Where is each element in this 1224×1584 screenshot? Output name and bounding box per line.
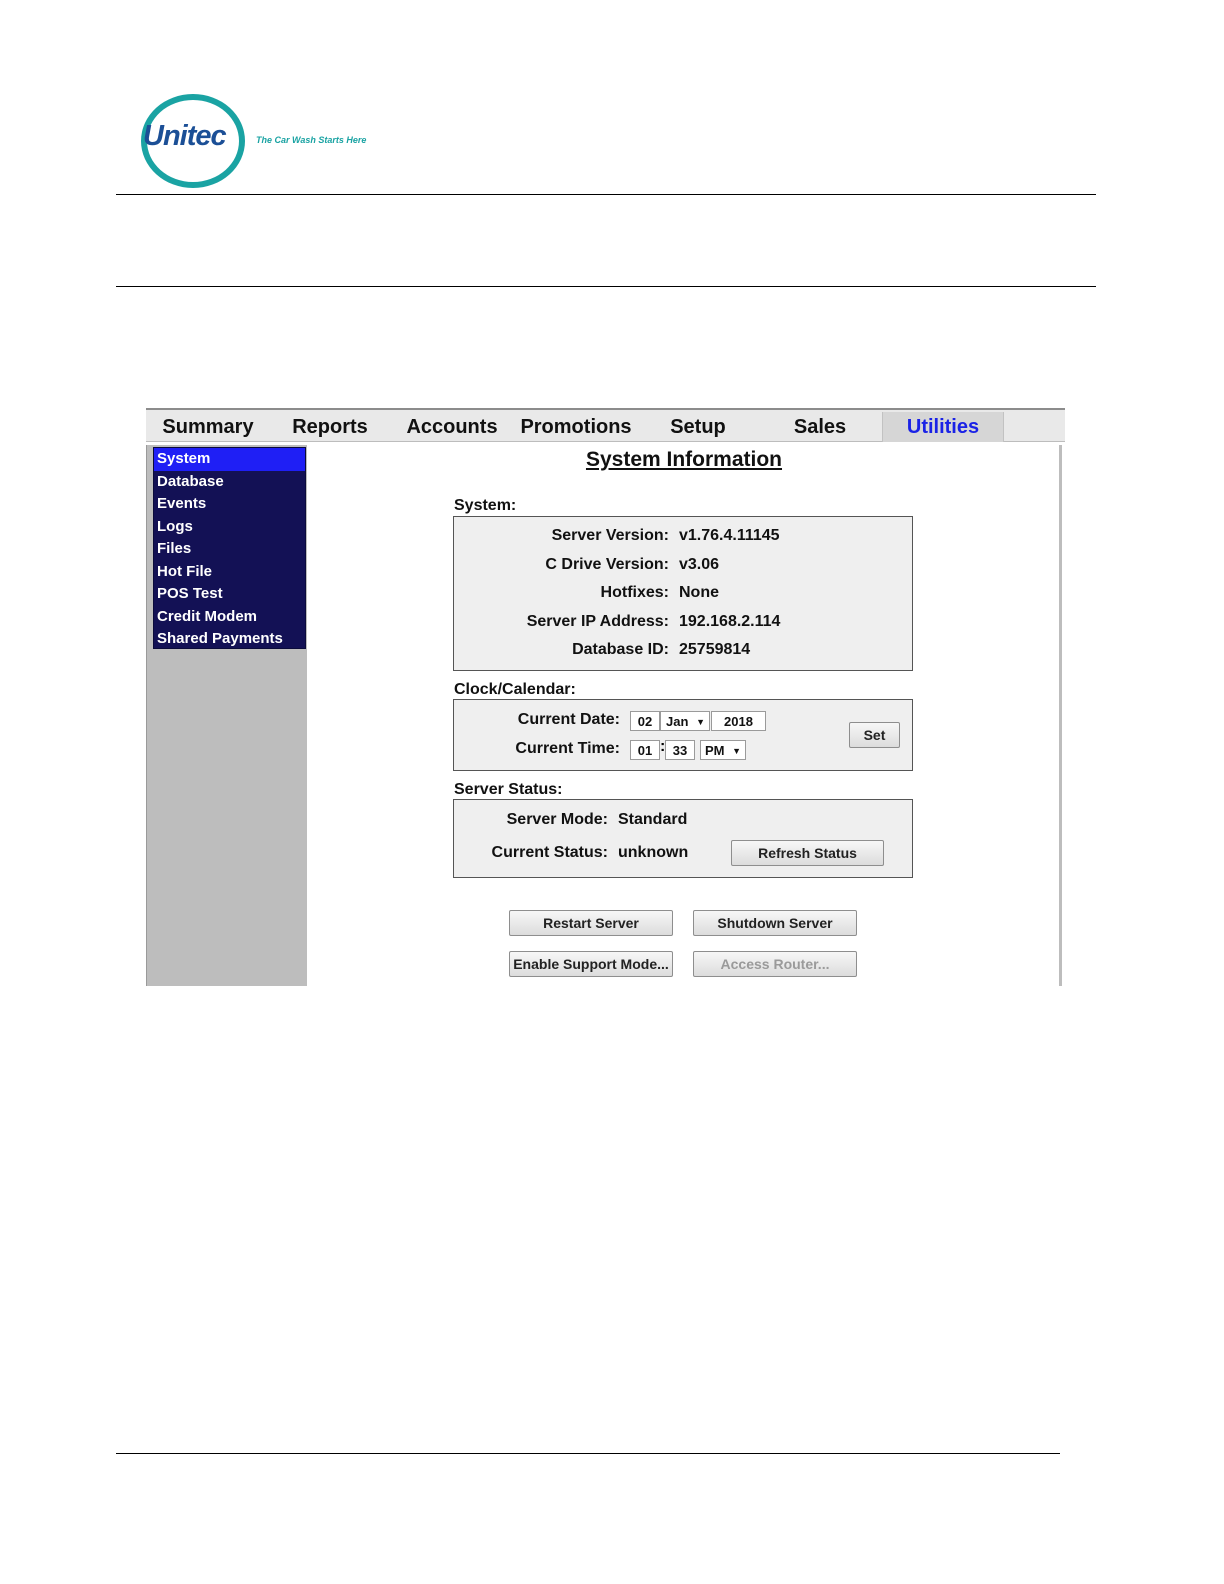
date-year-input[interactable]: 2018 [711, 711, 766, 731]
server-version-value: v1.76.4.11145 [679, 527, 780, 544]
sidebar-item-events[interactable]: Events [157, 495, 207, 512]
date-month-select[interactable] [660, 711, 710, 731]
c-drive-version-value: v3.06 [679, 556, 720, 573]
ampm-dropdown-arrow-icon: ▼ [732, 746, 741, 756]
current-time-label: Current Time: [515, 740, 620, 757]
system-section-label: System: [454, 497, 517, 514]
tab-bar [146, 408, 1065, 442]
server-ip-value: 192.168.2.114 [679, 613, 781, 630]
time-ampm-select[interactable] [700, 740, 746, 760]
enable-support-mode-button[interactable]: Enable Support Mode... [509, 951, 673, 977]
restart-server-button[interactable]: Restart Server [509, 910, 673, 936]
server-version-label: Server Version: [551, 527, 669, 544]
sidebar-item-logs[interactable]: Logs [157, 517, 193, 535]
page-title: System Information [585, 448, 783, 471]
date-month-value: Jan [666, 714, 689, 729]
app-window [146, 408, 1065, 986]
tab-accounts[interactable]: Accounts [406, 416, 498, 438]
logo-brand: Unitec [143, 120, 226, 152]
server-status-panel [453, 799, 913, 878]
current-status-value: unknown [618, 844, 689, 861]
server-status-section-label: Server Status: [454, 781, 563, 798]
sidebar [146, 445, 307, 986]
tab-summary[interactable]: Summary [162, 416, 254, 438]
sidebar-item-system[interactable]: System [154, 448, 305, 471]
shutdown-server-button[interactable]: Shutdown Server [693, 910, 857, 936]
set-clock-button[interactable]: Set [849, 722, 900, 748]
month-dropdown-arrow-icon: ▼ [696, 717, 705, 727]
c-drive-version-label: C Drive Version: [545, 556, 669, 573]
refresh-status-button[interactable]: Refresh Status [731, 840, 884, 866]
sidebar-item-pos-test[interactable]: POS Test [157, 585, 223, 602]
time-hour-input[interactable]: 01 [630, 740, 660, 760]
access-router-button: Access Router... [693, 951, 857, 977]
time-minute-input[interactable]: 33 [665, 740, 695, 760]
sidebar-item-credit-modem[interactable]: Credit Modem [157, 607, 258, 625]
tab-utilities[interactable]: Utilities [882, 412, 1004, 442]
current-status-label: Current Status: [491, 844, 608, 861]
server-mode-value: Standard [618, 811, 688, 828]
hotfixes-value: None [679, 584, 719, 601]
tab-setup[interactable]: Setup [670, 416, 726, 438]
time-ampm-value: PM [705, 743, 725, 758]
sidebar-item-hot-file[interactable]: Hot File [157, 562, 212, 580]
database-id-value: 25759814 [679, 641, 751, 658]
footer-rule [116, 1453, 1060, 1454]
current-date-label: Current Date: [517, 711, 620, 728]
unitec-logo [141, 94, 245, 188]
content-right-border [1059, 445, 1062, 986]
server-mode-label: Server Mode: [506, 811, 608, 828]
tab-reports[interactable]: Reports [292, 416, 368, 438]
sidebar-item-files[interactable]: Files [157, 540, 192, 557]
hotfixes-label: Hotfixes: [600, 584, 669, 601]
header-rule-bottom [116, 286, 1096, 287]
database-id-label: Database ID: [572, 641, 669, 658]
clock-panel [453, 699, 913, 771]
server-ip-label: Server IP Address: [526, 613, 669, 630]
date-day-input[interactable]: 02 [630, 711, 660, 731]
sidebar-menu [153, 447, 306, 649]
tab-sales[interactable]: Sales [793, 416, 847, 438]
header-rule-top [116, 194, 1096, 195]
clock-section-label: Clock/Calendar: [454, 681, 576, 698]
tab-promotions[interactable]: Promotions [520, 416, 632, 438]
sidebar-item-database[interactable]: Database [157, 472, 224, 490]
system-panel [453, 516, 913, 671]
time-separator: : [660, 738, 666, 755]
sidebar-item-shared-payments[interactable]: Shared Payments [157, 630, 283, 647]
logo-tagline: The Car Wash Starts Here [256, 135, 367, 145]
